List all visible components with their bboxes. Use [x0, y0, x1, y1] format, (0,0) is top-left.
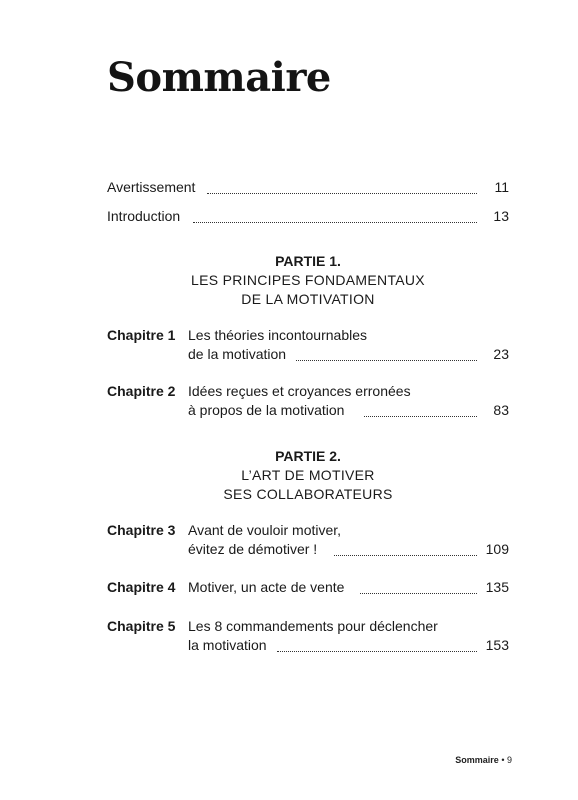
chapter-label: Chapitre 5 — [107, 618, 176, 634]
footer-page-number: 9 — [506, 755, 512, 765]
toc-page-number: 83 — [493, 402, 509, 418]
chapter-title-line: Les 8 commandements pour déclencher — [188, 618, 438, 634]
toc-page-number: 109 — [485, 541, 509, 557]
toc-entry-chapitre-2[interactable] — [107, 382, 509, 420]
part-heading-2 — [107, 447, 509, 504]
part-title-line: LES PRINCIPES FONDAMENTAUX — [191, 272, 425, 288]
chapter-label: Chapitre 1 — [107, 327, 176, 343]
toc-entry-chapitre-1[interactable] — [107, 326, 509, 364]
chapter-title-line: de la motivation — [188, 346, 287, 362]
toc-page-number: 135 — [485, 579, 509, 595]
part-number: PARTIE 2. — [275, 448, 341, 464]
dot-leader — [334, 553, 477, 556]
page-title: Sommaire — [107, 54, 331, 101]
chapter-label: Chapitre 3 — [107, 522, 176, 538]
part-title-line: L’ART DE MOTIVER — [241, 467, 375, 483]
chapter-title-line: Avant de vouloir motiver, — [188, 522, 342, 538]
part-title-line: SES COLLABORATEURS — [223, 486, 393, 502]
toc-page-number: 11 — [494, 179, 509, 195]
part-number: PARTIE 1. — [275, 253, 341, 269]
toc-page-number: 23 — [493, 346, 509, 362]
chapter-label: Chapitre 2 — [107, 383, 176, 399]
dot-leader — [296, 358, 477, 361]
chapter-title-line: la motivation — [188, 637, 267, 653]
part-heading-1 — [107, 252, 509, 309]
chapter-title-line: à propos de la motivation — [188, 402, 345, 418]
footer-section-title: Sommaire — [455, 755, 499, 765]
chapter-label: Chapitre 4 — [107, 579, 176, 595]
toc-entry-chapitre-5[interactable] — [107, 617, 509, 655]
toc-page-number: 153 — [485, 637, 509, 653]
dot-leader — [364, 414, 477, 417]
chapter-title-line: Idées reçues et croyances erronées — [188, 383, 411, 399]
dot-leader — [360, 591, 477, 594]
toc-entry-chapitre-3[interactable] — [107, 521, 509, 559]
toc-entry-introduction[interactable] — [107, 207, 509, 226]
dot-leader — [277, 649, 477, 652]
chapter-title-line: évitez de démotiver ! — [188, 541, 318, 557]
toc-page-number: 13 — [493, 208, 509, 224]
chapter-title-line: Les théories incontournables — [188, 327, 368, 343]
dot-leader — [193, 220, 477, 223]
chapter-title-line: Motiver, un acte de vente — [188, 579, 345, 595]
footer-separator: • — [501, 755, 505, 765]
toc-entry-label: Introduction — [107, 208, 181, 224]
toc-entry-chapitre-4[interactable] — [107, 578, 509, 597]
page-footer — [455, 755, 512, 765]
part-title-line: DE LA MOTIVATION — [241, 291, 375, 307]
toc-entry-avertissement[interactable] — [107, 178, 509, 197]
toc-entry-label: Avertissement — [107, 179, 196, 195]
dot-leader — [207, 191, 477, 194]
